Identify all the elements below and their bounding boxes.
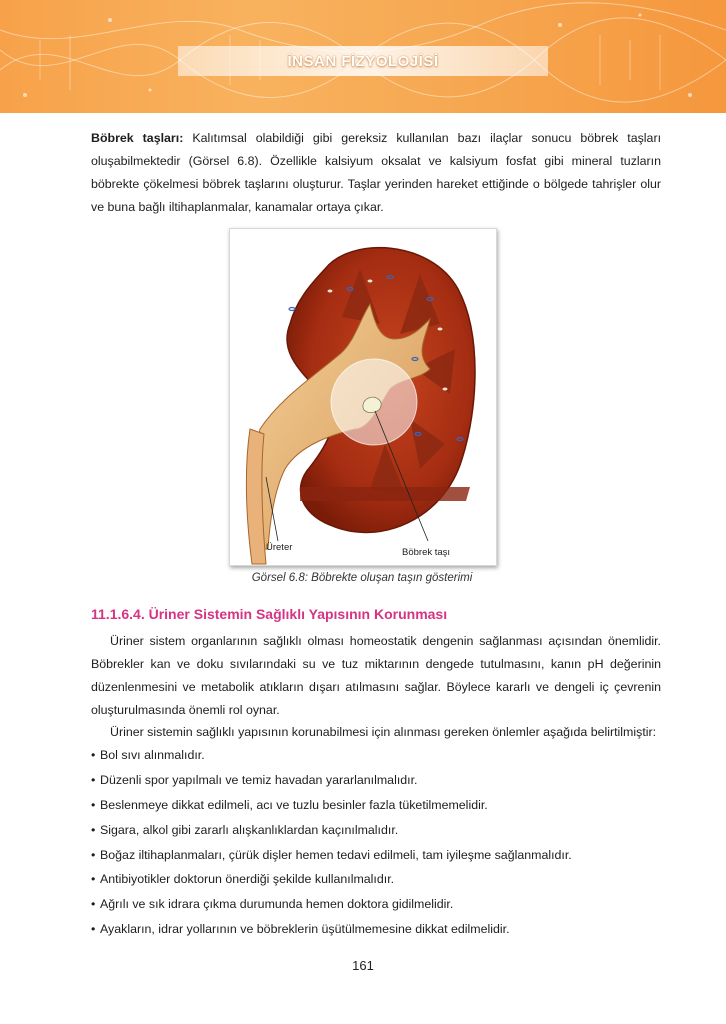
precautions-intro: Üriner sistemin sağlıklı yapısının korunabilmesi için alınması gereken önlemler aşağıda belirtilmiştir: [110,725,657,739]
list-item-text: Ağrılı ve sık idrara çıkma durumunda hemen doktora gidilmelidir. [100,897,454,912]
kidney-stones-paragraph [91,127,661,219]
chapter-title: İNSAN FİZYOLOJİSİ [178,46,548,76]
kidney-stone-label: Böbrek taşı [402,547,451,558]
list-item-text: Ayakların, idrar yollarının ve böbreklerin üşütülmemesine dikkat edilmelidir. [100,922,510,937]
list-item [91,769,671,794]
header-banner [0,0,726,113]
list-item [91,918,671,943]
list-item [91,794,671,819]
list-item-text: Beslenmeye dikkat edilmeli, acı ve tuzlu besinler fazla tüketilmemelidir. [100,797,488,812]
list-item-text: Bol sıvı alınmalıdır. [100,748,205,762]
list-item [91,893,671,918]
list-item-text: Düzenli spor yapılmalı ve temiz havadan yararlanılmalıdır. [100,772,418,787]
kidney-stone [363,397,381,412]
bullet-icon: • [91,772,96,787]
list-item-text: Boğaz iltihaplanmaları, çürük dişler hemen tedavi edilmeli, tam iyileşme sağlanmalıdır. [100,847,572,862]
ureter-label: Üreter [266,542,293,553]
kidney-stones-text: Kalıtımsal olabildiği gibi gereksiz kullanılan bazı ilaçlar sonucu böbrek taşları oluşabilmektedir (Görsel 6.8). Özellikle kalsiyum oksalat ve kalsiyum fosfat gibi mineral tuzların böbrekte çökelmesi böbrek taşlarını oluşturur. Taşlar yerinden hareket ettiğinde o bölgede tahrişler olur ve buna bağlı iltihaplanmalar, kanamalar ortaya çıkar. [91,131,662,214]
bullet-icon: • [91,748,96,762]
kidney-illustration [230,229,496,565]
figure-caption: Görsel 6.8: Böbrekte oluşan taşın gösterimi [251,572,473,584]
list-item [91,868,671,893]
bullet-icon: • [91,872,96,887]
bullet-icon: • [91,897,96,912]
urinary-health-paragraph: Üriner sistem organlarının sağlıklı olması homeostatik dengenin sağlanması açısından önemlidir. Böbrekler kan ve doku sıvılarındaki su ve tuz miktarının dengede tutulmasını, kanın pH değerinin düzenlenmesini ve metabolik atıkların dışarı atılmasını sağlar. Böylece kararlı ve dengeli iç çevrenin oluşturulmasında önemli rol oynar. [91,634,661,717]
list-item [91,844,671,869]
bullet-icon: • [91,822,96,837]
list-item-text: Antibiyotikler doktorun önerdiği şekilde kullanılmalıdır. [100,872,395,887]
page-number: 161 [352,958,374,973]
list-item-text: Sigara, alkol gibi zararlı alışkanlıklardan kaçınılmalıdır. [100,822,399,837]
list-item [91,819,671,844]
bullet-icon: • [91,922,96,937]
kidney-figure [229,228,497,566]
list-item [91,744,671,769]
bullet-icon: • [91,797,96,812]
kidney-stones-lead: Böbrek taşları: [91,131,184,145]
bullet-icon: • [91,847,96,862]
precautions-list [91,744,671,943]
section-heading: 11.1.6.4. Üriner Sistemin Sağlıklı Yapısının Korunması [91,606,448,622]
